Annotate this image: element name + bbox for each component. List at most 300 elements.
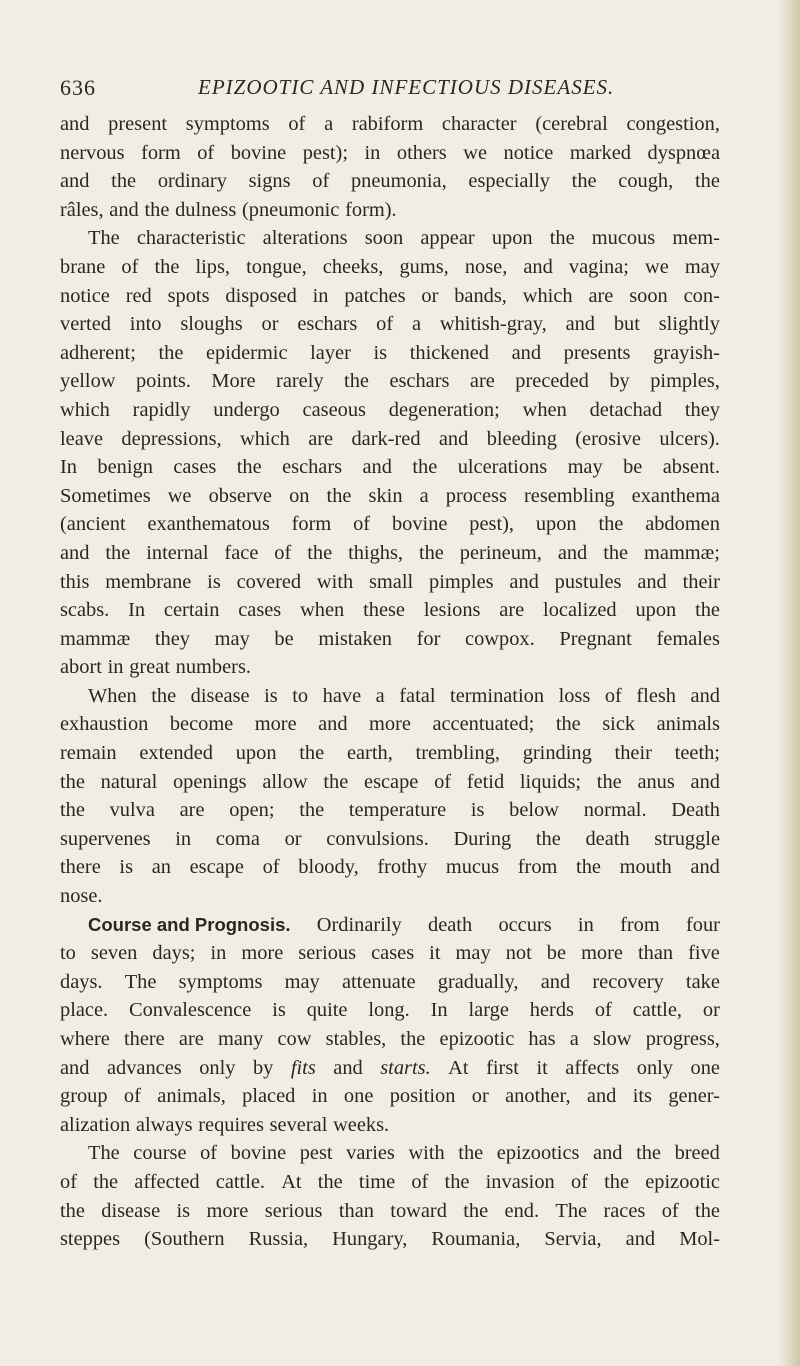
- word: on: [289, 484, 310, 507]
- word: but: [613, 313, 640, 336]
- word: death: [585, 827, 630, 850]
- word: with: [316, 570, 354, 593]
- word: teeth;: [674, 742, 720, 765]
- word: mouth: [619, 856, 672, 879]
- word: notice: [503, 141, 554, 164]
- word: to: [60, 942, 76, 965]
- word: upon: [491, 227, 533, 250]
- word: of: [288, 113, 306, 135]
- word: caseous: [302, 398, 366, 421]
- word: alization: [60, 1113, 131, 1136]
- word: cattle.: [215, 1170, 266, 1193]
- word: we: [167, 484, 192, 507]
- word: certain: [163, 599, 220, 622]
- word: form).: [345, 198, 397, 221]
- text-line: [60, 1225, 720, 1254]
- word: epidermic: [206, 341, 288, 364]
- word: upon: [635, 599, 677, 622]
- word: fetid: [466, 770, 505, 793]
- word: may: [455, 942, 491, 965]
- word: of: [123, 1085, 141, 1108]
- word: death: [428, 913, 473, 936]
- word: depressions,: [121, 427, 222, 450]
- word: become: [169, 713, 234, 736]
- word: may: [214, 627, 250, 650]
- word: and: [60, 1056, 90, 1079]
- word: Mol-: [679, 1228, 720, 1251]
- word: Russia,: [248, 1228, 309, 1251]
- word: they: [684, 398, 720, 421]
- word: the: [695, 1199, 720, 1222]
- word: mucus: [445, 856, 500, 879]
- word: the: [463, 1199, 489, 1222]
- word: dulness: [175, 198, 237, 221]
- word: Roumania,: [431, 1228, 521, 1251]
- word: be: [546, 942, 567, 965]
- word: undergo: [213, 398, 280, 421]
- word: pneumonia,: [350, 170, 447, 193]
- word: dyspnœa: [647, 141, 720, 164]
- word: in: [577, 913, 594, 936]
- word: are: [178, 1028, 204, 1050]
- word: and: [690, 684, 720, 707]
- word: and: [333, 1056, 363, 1079]
- word: nervous: [60, 141, 125, 164]
- word: allow: [262, 770, 308, 793]
- text-line: [60, 1111, 720, 1140]
- word: thickened: [409, 341, 489, 364]
- text-line: [60, 882, 720, 911]
- word: the: [60, 1199, 85, 1222]
- word: cattle,: [632, 999, 682, 1022]
- word: The: [88, 1142, 120, 1165]
- word: especially: [468, 170, 550, 193]
- word: mucous: [591, 227, 656, 250]
- text-line: [60, 796, 720, 825]
- word: epizootics: [496, 1142, 580, 1165]
- word: fatal: [399, 684, 436, 707]
- word: many: [218, 1028, 264, 1050]
- word: days.: [60, 970, 103, 993]
- word: or: [471, 1085, 489, 1108]
- word: may: [284, 970, 320, 993]
- word: more: [206, 1199, 249, 1222]
- word: the: [598, 513, 624, 536]
- text-line: [60, 939, 720, 968]
- word: con-: [683, 284, 720, 307]
- word: normal.: [583, 799, 647, 822]
- word: is: [373, 341, 388, 364]
- word: thighs,: [348, 541, 404, 564]
- word: lesions: [423, 599, 481, 622]
- word: of: [570, 1170, 588, 1193]
- word: their: [682, 570, 720, 593]
- word: the: [144, 198, 170, 221]
- text-line: [60, 139, 720, 168]
- word: pest: [299, 1142, 333, 1165]
- word: escape: [189, 856, 244, 879]
- word: five: [688, 942, 720, 965]
- word: a: [412, 313, 422, 336]
- word: vulva: [109, 799, 155, 822]
- word: occurs: [498, 913, 552, 936]
- word: and: [60, 170, 90, 193]
- word: the: [307, 541, 333, 564]
- page-edge-shadow: [778, 0, 800, 1366]
- word: mammæ: [60, 627, 131, 650]
- word: cow: [277, 1028, 312, 1050]
- word: bloody,: [298, 856, 359, 879]
- word: seven: [90, 942, 138, 965]
- word: observe: [208, 484, 272, 507]
- word: The: [124, 970, 157, 993]
- word: end.: [504, 1199, 540, 1222]
- word: pimples: [429, 570, 494, 593]
- word: may: [684, 255, 720, 278]
- word: sloughs: [180, 313, 243, 336]
- word: starts.: [380, 1056, 431, 1079]
- word: or: [421, 284, 439, 307]
- word: coma: [215, 827, 260, 850]
- word: their: [614, 742, 652, 765]
- word: or: [284, 827, 302, 850]
- word: the: [458, 1142, 484, 1165]
- word: soon: [629, 284, 668, 307]
- text-line: [60, 653, 720, 682]
- word: four: [685, 913, 720, 936]
- word: the: [317, 1170, 343, 1193]
- word: and: [362, 456, 392, 479]
- word: ulcerations: [457, 456, 548, 479]
- word: with: [408, 1142, 445, 1165]
- word: lips,: [195, 255, 231, 278]
- word: eschars: [389, 370, 450, 393]
- word: openings: [172, 770, 247, 793]
- word: gums,: [399, 255, 449, 278]
- word: cowpox.: [465, 627, 535, 650]
- word: they: [154, 627, 190, 650]
- word: of: [60, 1170, 77, 1193]
- word: these: [363, 599, 405, 622]
- text-line: [60, 1082, 720, 1111]
- word: of: [200, 1142, 218, 1165]
- word: attenuate: [341, 970, 416, 993]
- text-line: [60, 1168, 720, 1197]
- word: by: [252, 1056, 274, 1079]
- word: breed: [674, 1142, 720, 1165]
- word: fits: [290, 1056, 316, 1079]
- word: nose.: [60, 885, 103, 908]
- word: anus: [637, 770, 675, 793]
- word: yellow: [60, 370, 116, 393]
- word: always: [135, 1113, 193, 1136]
- word: termination: [450, 684, 545, 707]
- word: it: [536, 1056, 548, 1079]
- word: covered: [236, 570, 302, 593]
- word: which: [239, 427, 290, 450]
- word: which: [522, 284, 573, 307]
- word: others: [396, 141, 447, 164]
- word: in: [175, 827, 192, 850]
- word: the: [111, 170, 137, 193]
- word: more: [241, 942, 284, 965]
- word: position: [389, 1085, 456, 1108]
- word: open;: [229, 799, 275, 822]
- word: is: [207, 570, 221, 593]
- word: pest);: [302, 141, 349, 164]
- word: extended: [139, 742, 213, 765]
- word: loss: [558, 684, 591, 707]
- word: the: [535, 827, 561, 850]
- word: the: [154, 255, 180, 278]
- word: be: [623, 456, 643, 479]
- word: exanthematous: [147, 513, 270, 536]
- word: and: [60, 541, 90, 564]
- word: struggle: [654, 827, 720, 850]
- word: for: [416, 627, 441, 650]
- word: when: [522, 398, 567, 421]
- word: form: [141, 141, 181, 164]
- word: from: [517, 856, 558, 879]
- word: ulcers).: [659, 427, 720, 450]
- word: animals: [656, 713, 720, 736]
- word: the: [695, 599, 720, 622]
- word: days;: [152, 942, 196, 965]
- word: more: [581, 942, 623, 965]
- text-line: [60, 710, 720, 739]
- word: (pneumonic: [241, 198, 340, 221]
- word: When: [88, 684, 137, 707]
- word: adherent;: [60, 341, 136, 364]
- word: slow: [593, 1028, 632, 1050]
- text-line: [60, 1054, 720, 1083]
- word: this: [60, 570, 90, 593]
- word: remain: [60, 742, 117, 765]
- word: animals,: [157, 1085, 226, 1108]
- text-line: [60, 224, 720, 253]
- word: which: [60, 398, 110, 421]
- text-line: [60, 568, 720, 597]
- word: benign: [97, 456, 153, 479]
- word: the: [326, 484, 352, 507]
- word: Hungary,: [332, 1228, 408, 1251]
- text-line: [60, 167, 720, 196]
- word: one: [343, 1085, 374, 1108]
- word: the: [549, 227, 575, 250]
- word: of: [376, 313, 394, 336]
- word: the: [444, 1170, 470, 1193]
- word: in: [107, 656, 124, 679]
- word: there: [60, 856, 101, 879]
- word: absent.: [662, 456, 720, 479]
- word: to: [292, 684, 309, 707]
- word: or: [261, 313, 279, 336]
- word: group: [60, 1085, 108, 1108]
- word: rabiform: [351, 113, 424, 135]
- word: The: [88, 227, 120, 250]
- word: of: [434, 770, 452, 793]
- text-line: [60, 425, 720, 454]
- word: perineum,: [459, 541, 542, 564]
- word: bleeding: [486, 427, 557, 450]
- word: and: [637, 570, 667, 593]
- word: serious: [264, 1199, 323, 1222]
- text-line: [60, 510, 720, 539]
- word: At: [448, 1056, 469, 1079]
- word: of: [604, 684, 622, 707]
- word: have: [322, 684, 362, 707]
- word: At: [281, 1170, 302, 1193]
- word: (ancient: [60, 513, 126, 536]
- text-line: [60, 596, 720, 625]
- text-line: [60, 625, 720, 654]
- text-line: [60, 825, 720, 854]
- text-line: [60, 196, 720, 225]
- word: or: [702, 999, 720, 1022]
- word: epizootic: [439, 1028, 515, 1050]
- word: toward: [390, 1199, 447, 1222]
- word: Sometimes: [60, 484, 151, 507]
- word: alterations: [262, 227, 348, 250]
- word: placed: [242, 1085, 296, 1108]
- word: rapidly: [132, 398, 191, 421]
- word: spots: [167, 284, 210, 307]
- word: and: [109, 198, 139, 221]
- word: membrane: [105, 570, 192, 593]
- word: disease: [190, 684, 250, 707]
- word: pustules: [554, 570, 622, 593]
- word: vagina;: [568, 255, 629, 278]
- word: form: [291, 513, 332, 536]
- word: supervenes: [60, 827, 151, 850]
- word: is: [119, 856, 134, 879]
- word: gener-: [668, 1085, 720, 1108]
- text-line: [60, 367, 720, 396]
- word: detachad: [589, 398, 663, 421]
- word: stables,: [325, 1028, 387, 1050]
- word: frothy: [377, 856, 428, 879]
- text-line: [60, 1025, 720, 1054]
- word: several: [269, 1113, 328, 1136]
- word: mammæ;: [644, 541, 720, 564]
- word: symptoms: [178, 970, 263, 993]
- word: gradually,: [437, 970, 519, 993]
- text-line: [60, 339, 720, 368]
- word: are: [499, 599, 525, 622]
- word: skin: [368, 484, 403, 507]
- text-line: [60, 396, 720, 425]
- word: presents: [563, 341, 631, 364]
- word: are: [308, 427, 334, 450]
- word: the: [158, 341, 184, 364]
- text-line: [60, 768, 720, 797]
- word: congestion,: [626, 113, 720, 135]
- word: is: [272, 999, 286, 1022]
- word: cases: [371, 942, 415, 965]
- word: of: [312, 170, 330, 193]
- word: course: [133, 1142, 187, 1165]
- word: the: [576, 856, 601, 879]
- word: nose,: [464, 255, 508, 278]
- word: In: [60, 456, 77, 479]
- word: symptoms: [185, 113, 270, 135]
- word: steppes: [60, 1228, 121, 1251]
- word: eschars: [297, 313, 358, 336]
- word: bands,: [454, 284, 507, 307]
- word: the: [596, 770, 622, 793]
- section-heading: Course and Prognosis.: [88, 913, 291, 935]
- word: the: [323, 770, 349, 793]
- word: and: [60, 113, 90, 135]
- word: the: [299, 742, 325, 765]
- word: of: [262, 856, 280, 879]
- text-line: [60, 539, 720, 568]
- word: not: [505, 942, 532, 965]
- word: escape: [364, 770, 419, 793]
- word: localized: [543, 599, 617, 622]
- word: appear: [420, 227, 475, 250]
- word: of: [661, 1199, 679, 1222]
- word: are: [469, 370, 495, 393]
- running-title: EPIZOOTIC AND INFECTIOUS DISEASES.: [198, 75, 615, 99]
- word: when: [300, 599, 345, 622]
- word: ordinary: [157, 170, 227, 193]
- word: be: [274, 627, 294, 650]
- word: more: [369, 713, 411, 736]
- word: internal: [146, 541, 209, 564]
- word: and: [557, 541, 588, 564]
- word: the: [636, 1142, 661, 1165]
- word: and: [511, 341, 542, 364]
- text-line: [60, 310, 720, 339]
- word: herds: [529, 999, 574, 1022]
- text-line: [60, 1197, 720, 1226]
- word: affects: [565, 1056, 620, 1079]
- text-line: [60, 739, 720, 768]
- word: progress,: [645, 1028, 720, 1050]
- word: the: [236, 456, 262, 479]
- word: tongue,: [246, 255, 307, 278]
- word: of: [274, 541, 292, 564]
- word: accentuated;: [432, 713, 535, 736]
- word: and: [509, 570, 539, 593]
- word: natural: [100, 770, 158, 793]
- word: and: [438, 427, 469, 450]
- word: the: [105, 541, 131, 564]
- word: the: [571, 170, 597, 193]
- word: time: [358, 1170, 396, 1193]
- word: Servia,: [544, 1228, 602, 1251]
- word: and: [540, 970, 571, 993]
- word: quite: [306, 999, 348, 1022]
- word: pimples,: [650, 370, 720, 393]
- text-line: [60, 110, 720, 139]
- word: the: [603, 541, 629, 564]
- word: upon: [535, 513, 577, 536]
- word: marked: [569, 141, 631, 164]
- word: cheeks,: [322, 255, 384, 278]
- word: (Southern: [144, 1228, 225, 1251]
- word: the: [60, 770, 85, 793]
- word: and: [318, 713, 348, 736]
- word: temperature: [348, 799, 447, 822]
- word: earth,: [346, 742, 393, 765]
- word: only: [636, 1056, 674, 1079]
- word: cases: [238, 599, 282, 622]
- word: the: [604, 1170, 630, 1193]
- word: is: [264, 684, 278, 707]
- text-line: [60, 996, 720, 1025]
